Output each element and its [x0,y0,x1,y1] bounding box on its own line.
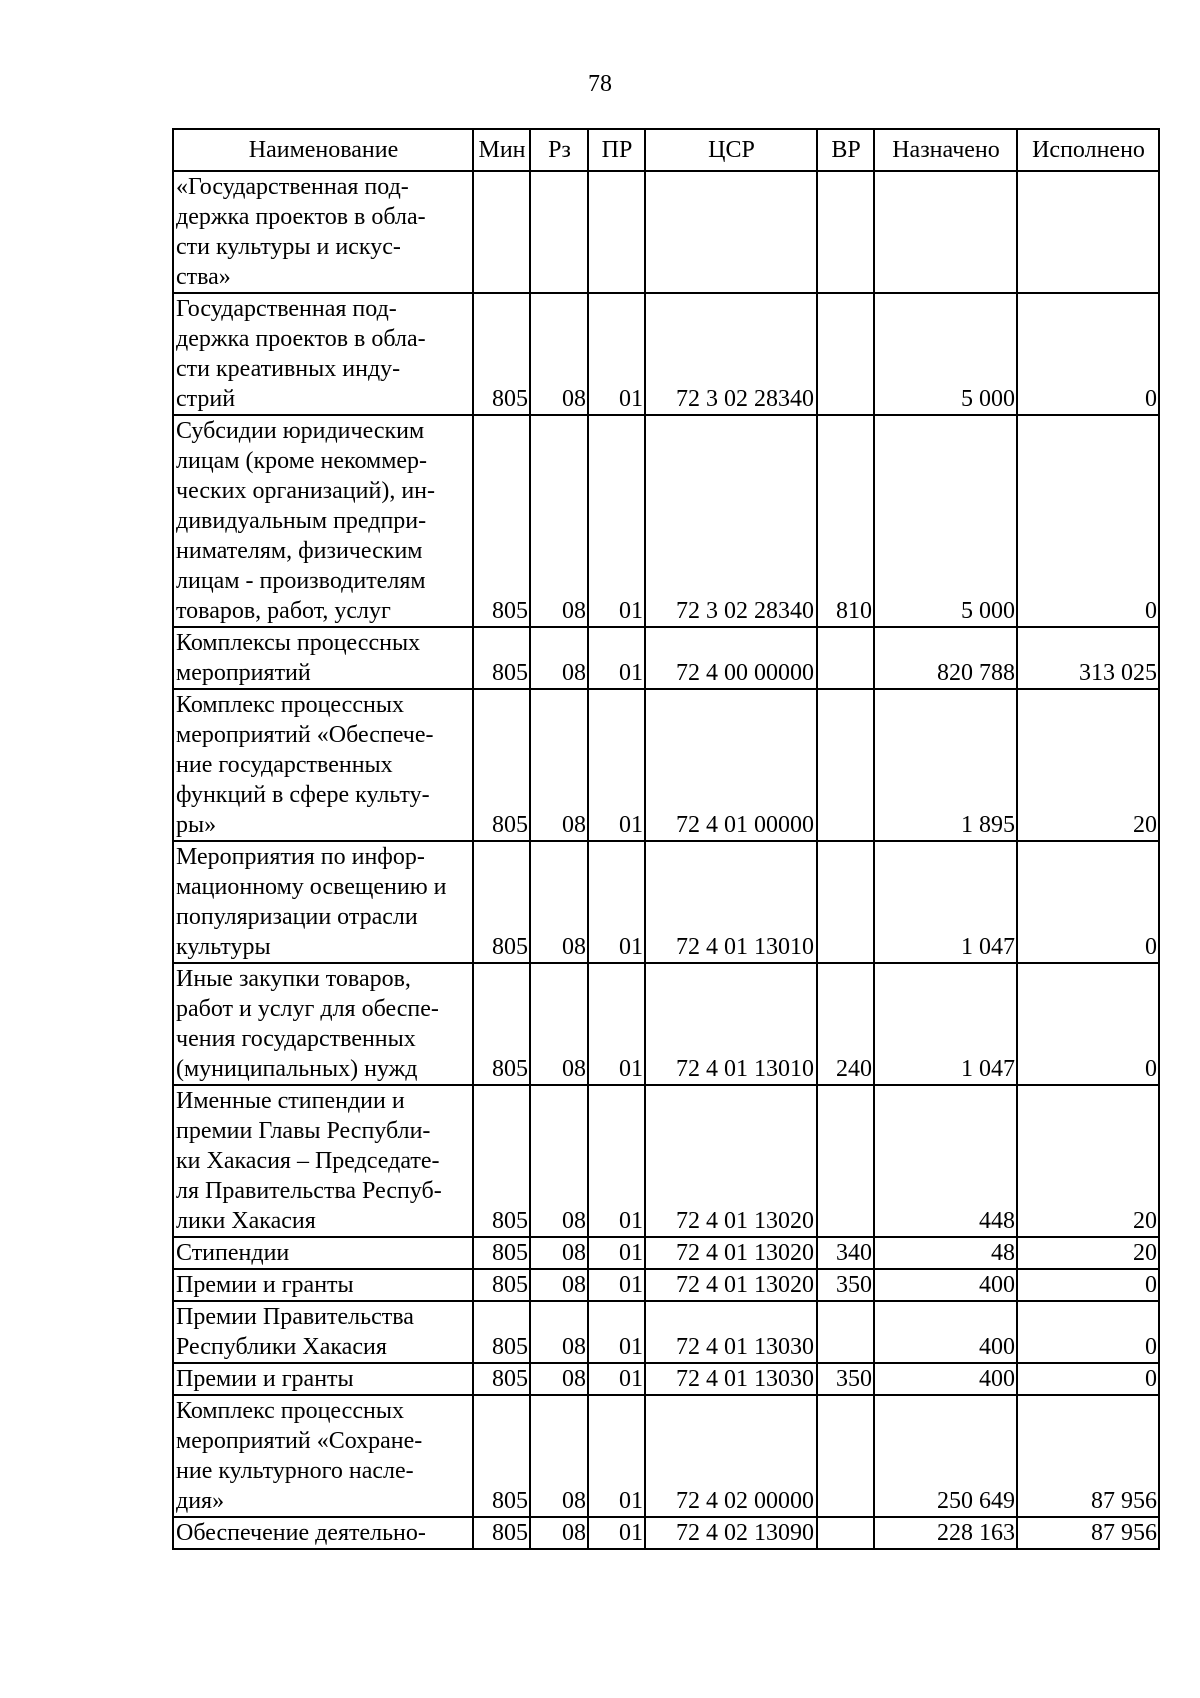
row-csr-cell: 72 4 01 13030 [645,1301,817,1363]
row-name-cell: Комплекс процессных мероприятий «Обеспече- ние государственных функций в сфере культу- ры» [173,689,473,841]
row-min-cell: 805 [473,689,530,841]
table-row [173,1363,1159,1395]
table-row [173,1517,1159,1549]
row-rz-cell: 08 [530,1301,588,1363]
row-name-cell: Комплекс процессных мероприятий «Сохране- ние культурного насле- дия» [173,1395,473,1517]
row-executed-cell: 0 [1017,1269,1159,1301]
row-assigned-cell: 1 895 [874,689,1017,841]
table-row [173,1085,1159,1237]
header-vr: ВР [817,129,874,171]
row-vr-cell: 810 [817,415,874,627]
row-name-cell: Мероприятия по инфор- мационному освещению и популяризации отрасли культуры [173,841,473,963]
row-executed-cell: 0 [1017,1363,1159,1395]
row-pr-cell: 01 [588,1237,645,1269]
row-name-cell: Именные стипендии и премии Главы Республи- ки Хакасия – Председате- ля Правительства Респуб- лики Хакасия [173,1085,473,1237]
table-body [173,171,1159,1549]
row-rz-cell: 08 [530,963,588,1085]
row-executed-cell: 0 [1017,963,1159,1085]
row-pr-cell: 01 [588,415,645,627]
row-csr-cell: 72 4 01 13020 [645,1269,817,1301]
row-min-cell [473,171,530,293]
row-pr-cell: 01 [588,689,645,841]
row-min-cell: 805 [473,415,530,627]
row-rz-cell: 08 [530,1395,588,1517]
row-assigned-cell: 448 [874,1085,1017,1237]
row-csr-cell: 72 4 01 13010 [645,963,817,1085]
header-min: Мин [473,129,530,171]
row-vr-cell: 350 [817,1269,874,1301]
row-executed-cell: 20 [1017,1237,1159,1269]
row-vr-cell [817,841,874,963]
row-min-cell: 805 [473,1301,530,1363]
row-assigned-cell: 1 047 [874,963,1017,1085]
row-vr-cell: 240 [817,963,874,1085]
row-min-cell: 805 [473,1085,530,1237]
row-pr-cell: 01 [588,1085,645,1237]
row-pr-cell: 01 [588,1395,645,1517]
row-min-cell: 805 [473,1517,530,1549]
row-min-cell: 805 [473,1395,530,1517]
table-row [173,627,1159,689]
row-name-cell: Премии и гранты [173,1363,473,1395]
row-assigned-cell: 228 163 [874,1517,1017,1549]
row-csr-cell: 72 4 02 13090 [645,1517,817,1549]
table-row [173,1237,1159,1269]
row-name-cell: Премии Правительства Республики Хакасия [173,1301,473,1363]
table-row [173,293,1159,415]
row-min-cell: 805 [473,627,530,689]
row-executed-cell: 87 956 [1017,1517,1159,1549]
row-pr-cell: 01 [588,963,645,1085]
table-row [173,415,1159,627]
row-min-cell: 805 [473,841,530,963]
row-pr-cell: 01 [588,1269,645,1301]
row-name-cell: Субсидии юридическим лицам (кроме некоммер- ческих организаций), ин- дивидуальным предпри- нимателям, физическим лицам - производителям товаров, работ, услуг [173,415,473,627]
row-assigned-cell: 820 788 [874,627,1017,689]
row-assigned-cell: 5 000 [874,415,1017,627]
row-name-cell: Обеспечение деятельно- [173,1517,473,1549]
row-rz-cell: 08 [530,1517,588,1549]
header-csr: ЦСР [645,129,817,171]
row-pr-cell [588,171,645,293]
header-rz: Рз [530,129,588,171]
row-csr-cell: 72 4 00 00000 [645,627,817,689]
row-vr-cell [817,1085,874,1237]
row-rz-cell [530,171,588,293]
row-executed-cell [1017,171,1159,293]
row-name-cell: Комплексы процессных мероприятий [173,627,473,689]
row-pr-cell: 01 [588,293,645,415]
row-name-cell: Стипендии [173,1237,473,1269]
row-executed-cell: 313 025 [1017,627,1159,689]
row-rz-cell: 08 [530,1363,588,1395]
header-assigned: Назначено [874,129,1017,171]
row-csr-cell: 72 4 01 13030 [645,1363,817,1395]
row-executed-cell: 0 [1017,841,1159,963]
row-min-cell: 805 [473,1269,530,1301]
table-row [173,689,1159,841]
row-pr-cell: 01 [588,627,645,689]
row-name-cell: Государственная под- держка проектов в обла- сти креативных инду- стрий [173,293,473,415]
row-vr-cell [817,171,874,293]
row-csr-cell: 72 4 01 13020 [645,1237,817,1269]
row-pr-cell: 01 [588,1517,645,1549]
row-csr-cell: 72 4 01 13020 [645,1085,817,1237]
row-executed-cell: 20 [1017,1085,1159,1237]
table-row [173,171,1159,293]
table-header-row [173,129,1159,171]
row-executed-cell: 0 [1017,1301,1159,1363]
header-executed: Исполнено [1017,129,1159,171]
row-executed-cell: 0 [1017,415,1159,627]
header-pr: ПР [588,129,645,171]
row-assigned-cell: 400 [874,1301,1017,1363]
row-executed-cell: 0 [1017,293,1159,415]
budget-table [172,128,1160,1550]
row-assigned-cell: 250 649 [874,1395,1017,1517]
row-rz-cell: 08 [530,627,588,689]
table-row [173,1269,1159,1301]
row-assigned-cell: 400 [874,1269,1017,1301]
row-csr-cell: 72 4 01 00000 [645,689,817,841]
row-rz-cell: 08 [530,415,588,627]
row-assigned-cell [874,171,1017,293]
row-rz-cell: 08 [530,293,588,415]
row-min-cell: 805 [473,293,530,415]
table-row [173,963,1159,1085]
row-csr-cell: 72 3 02 28340 [645,293,817,415]
row-vr-cell [817,1517,874,1549]
row-rz-cell: 08 [530,1085,588,1237]
row-name-cell: «Государственная под- держка проектов в обла- сти культуры и искус- ства» [173,171,473,293]
row-assigned-cell: 400 [874,1363,1017,1395]
row-assigned-cell: 5 000 [874,293,1017,415]
row-assigned-cell: 48 [874,1237,1017,1269]
table-row [173,841,1159,963]
row-vr-cell: 340 [817,1237,874,1269]
row-vr-cell [817,627,874,689]
row-rz-cell: 08 [530,1237,588,1269]
row-vr-cell [817,1395,874,1517]
row-csr-cell: 72 3 02 28340 [645,415,817,627]
row-vr-cell [817,293,874,415]
row-vr-cell [817,689,874,841]
row-rz-cell: 08 [530,689,588,841]
row-executed-cell: 87 956 [1017,1395,1159,1517]
row-pr-cell: 01 [588,1301,645,1363]
row-min-cell: 805 [473,963,530,1085]
row-name-cell: Иные закупки товаров, работ и услуг для обеспе- чения государственных (муниципальных) нужд [173,963,473,1085]
page-number: 78 [588,71,612,97]
row-rz-cell: 08 [530,1269,588,1301]
table-row [173,1301,1159,1363]
row-min-cell: 805 [473,1363,530,1395]
row-vr-cell: 350 [817,1363,874,1395]
header-name: Наименование [173,129,473,171]
row-pr-cell: 01 [588,1363,645,1395]
row-min-cell: 805 [473,1237,530,1269]
row-csr-cell [645,171,817,293]
row-assigned-cell: 1 047 [874,841,1017,963]
table-row [173,1395,1159,1517]
row-executed-cell: 20 [1017,689,1159,841]
row-vr-cell [817,1301,874,1363]
row-csr-cell: 72 4 01 13010 [645,841,817,963]
row-name-cell: Премии и гранты [173,1269,473,1301]
row-rz-cell: 08 [530,841,588,963]
row-csr-cell: 72 4 02 00000 [645,1395,817,1517]
row-pr-cell: 01 [588,841,645,963]
